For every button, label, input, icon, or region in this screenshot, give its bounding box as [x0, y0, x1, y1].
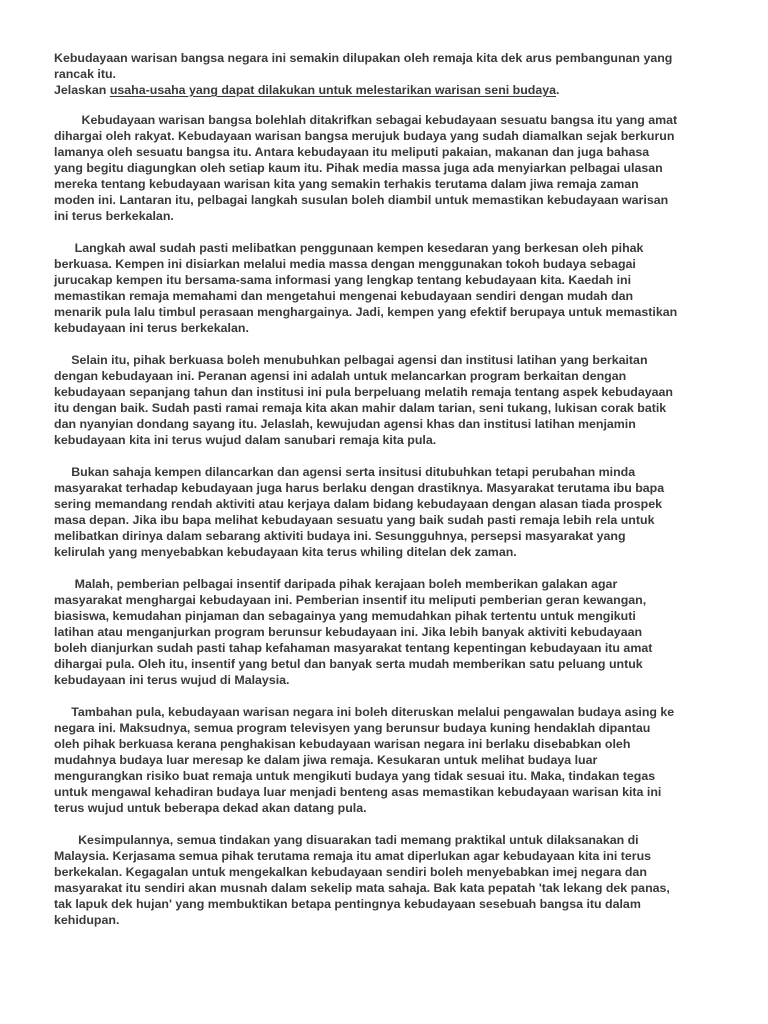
paragraph-point-1: Langkah awal sudah pasti melibatkan penggunaan kempen kesedaran yang berkesan oleh pihak berkuasa. Kempen ini disiarkan melalui media massa dengan menggunakan tokoh budaya sebagai jurucakap kempen itu bersama-sama informasi yang lengkap tentang kebudayaan kita. Kaedah ini memastikan remaja memahami dan mengetahui mengenai kebudayaan sendiri dengan mudah dan menarik pula lalu timbul perasaan menghargainya. Jadi, kempen yang efektif berupaya untuk memastikan kebudayaan ini terus berkekalan. — [54, 241, 678, 335]
paragraph-point-2: Selain itu, pihak berkuasa boleh menubuhkan pelbagai agensi dan institusi latihan yang berkaitan dengan kebudayaan ini. Peranan agensi ini adalah untuk melancarkan program berkaitan dengan kebudayaan sepanjang tahun dan institusi ini pula berpeluang melatih remaja tentang aspek kebudayaan itu dengan baik. Sudah pasti ramai remaja kita akan mahir dalam tarian, seni tukang, lukisan corak batik dan nyanyian dondang sayang itu. Jelaslah, kewujudan agensi khas dan institusi latihan menjamin kebudayaan kita ini terus wujud dalam sanubari remaja kita pula. — [54, 353, 673, 447]
paragraph-conclusion: Kesimpulannya, semua tindakan yang disuarakan tadi memang praktikal untuk dilaksanakan di Malaysia. Kerjasama semua pihak terutama remaja itu amat diperlukan agar kebudayaan kita ini terus berkekalan. Kegagalan untuk mengekalkan kebudayaan sendiri boleh menyebabkan imej negara dan masyarakat itu sendiri akan musnah dalam sekelip mata sahaja. Bak kata pepatah 'tak lekang dek panas, tak lapuk dek hujan' yang membuktikan betapa pentingnya kebudayaan sesebuah bangsa itu dalam kehidupan. — [54, 833, 670, 927]
paragraph-point-4: Malah, pemberian pelbagai insentif daripada pihak kerajaan boleh memberikan galakan agar masyarakat menghargai kebudayaan ini. Pemberian insentif itu meliputi pemberian geran kewangan, biasiswa, kemudahan pinjaman dan sebagainya yang memudahkan pihak tertentu untuk mengikuti latihan atau menganjurkan program berunsur kebudayaan ini. Jika lebih banyak aktiviti kebudayaan boleh dianjurkan sudah pasti tahap kefahaman masyarakat tentang kepentingan kebudayaan itu amat dihargai pula. Oleh itu, insentif yang betul dan banyak serta mudah memberikan satu peluang untuk kebudayaan ini terus wujud di Malaysia. — [54, 577, 653, 687]
document-page — [54, 50, 714, 944]
essay-question — [54, 50, 714, 98]
paragraph-point-5: Tambahan pula, kebudayaan warisan negara ini boleh diteruskan melalui pengawalan budaya asing ke negara ini. Maksudnya, semua program televisyen yang berunsur budaya kuning hendaklah dipantau oleh pihak berkuasa kerana penghakisan kebudayaan warisan negara ini berlaku disebabkan oleh mudahnya budaya luar meresap ke dalam jiwa remaja. Kesukaran untuk melihat budaya luar mengurangkan risiko buat remaja untuk mengikuti budaya yang tidak sesuai itu. Maka, tindakan tegas untuk mengawal kehadiran budaya luar menjadi benteng asas memastikan kebudayaan warisan kita ini terus wujud untuk beberapa dekad akan datang pula. — [54, 705, 675, 815]
question-statement: Kebudayaan warisan bangsa negara ini semakin dilupakan oleh remaja kita dek arus pembangunan yang rancak itu. — [54, 51, 673, 81]
question-prompt-suffix: . — [556, 83, 560, 97]
paragraph-introduction: Kebudayaan warisan bangsa bolehlah ditakrifkan sebagai kebudayaan sesuatu bangsa itu yang amat dihargai oleh rakyat. Kebudayaan warisan bangsa merujuk budaya yang sudah diamalkan sejak berkurun lamanya oleh sesuatu bangsa itu. Antara kebudayaan itu meliputi pakaian, makanan dan juga bahasa yang begitu diagungkan oleh setiap kaum itu. Pihak media massa juga ada menyiarkan pelbagai ulasan mereka tentang kebudayaan warisan kita yang semakin terhakis terutama dalam jiwa remaja zaman moden ini. Lantaran itu, pelbagai langkah susulan boleh diambil untuk memastikan kebudayaan warisan ini terus berkekalan. — [54, 113, 678, 223]
paragraph-point-3: Bukan sahaja kempen dilancarkan dan agensi serta insitusi ditubuhkan tetapi perubahan minda masyarakat terhadap kebudayaan juga harus berlaku dengan drastiknya. Masyarakat terutama ibu bapa sering memandang rendah aktiviti atau kerjaya dalam bidang kebudayaan dengan alasan tiada prospek masa depan. Jika ibu bapa melihat kebudayaan sesuatu yang baik sudah pasti remaja lebih rela untuk melibatkan dirinya dalam sebarang aktiviti budaya ini. Sesungguhnya, persepsi masyarakat yang kelirulah yang menyebabkan kebudayaan kita terus whiling ditelan dek zaman. — [54, 465, 665, 559]
question-prompt-prefix: Jelaskan — [54, 83, 110, 97]
question-prompt-underlined: usaha-usaha yang dapat dilakukan untuk melestarikan warisan seni budaya — [109, 83, 557, 97]
